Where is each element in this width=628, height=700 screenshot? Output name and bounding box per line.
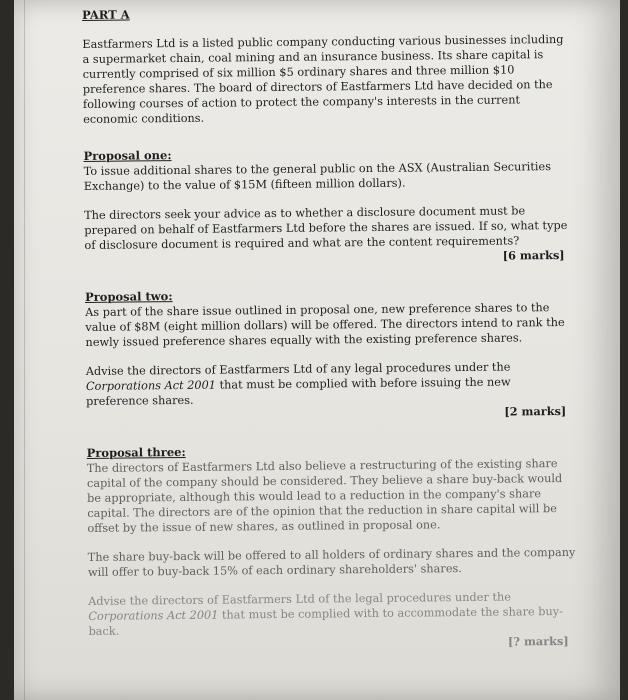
proposal-two-question: [86, 359, 576, 409]
proposal-three-question: [88, 589, 578, 639]
proposal-one-text: To issue additional shares to the general public on the ASX (Australian Securities Exchange) to the value of $15M (fifteen million dollars).: [83, 160, 552, 193]
proposal-two-text: As part of the share issue outlined in proposal one, new preference shares to the value of $8M (eight million dollars) will be offered. The directors intend to rank the newly issued preference shares equally with the existing preference shares.: [85, 301, 565, 349]
proposal-two-heading: Proposal two:: [84, 289, 173, 304]
document-page: [14, 0, 620, 700]
proposal-three-question-pre: Advise the directors of Eastfarmers Ltd of the legal procedures under the: [88, 590, 511, 608]
document-content: [82, 3, 579, 654]
proposal-three-text: The directors of Eastfarmers Ltd also believe a restructuring of the existing share capital of the company should be considered. They believe a share buy-back would be appropriate, although this would lead to a reduction in the company's share capital. The directors are of the opinion that the reduction in share capital will be offset by the issue of new shares, as outlined in proposal one.: [86, 457, 563, 535]
proposal-two-marks: [2 marks]: [504, 403, 567, 419]
margin-line: [24, 0, 25, 700]
part-title: PART A: [82, 7, 130, 22]
proposal-three-marks: [? marks]: [507, 633, 569, 649]
proposal-three-question-post: that must be complied with to accommodate the share buy-back.: [88, 604, 564, 638]
proposal-two-question-pre: Advise the directors of Eastfarmers Ltd of any legal procedures under the: [85, 360, 511, 378]
proposal-three-text2: The share buy-back will be offered to all holders of ordinary shares and the company will offer to buy-back 15% of each ordinary shareholders' shares.: [87, 545, 576, 579]
proposal-three-act: Corporations Act 2001: [88, 608, 219, 623]
proposal-one-heading: Proposal one:: [83, 148, 172, 163]
intro-paragraph: Eastfarmers Ltd is a listed public company conducting various businesses including a supermarket chain, coal mining and an insurance business. Its share capital is currently comprised of six million $5 ordinary shares and three million $10 preference shares. The board of directors of Eastfarmers Ltd have decided on the following courses of action to protect the company's interests in the current economic conditions.: [82, 32, 564, 126]
proposal-one-marks: [6 marks]: [502, 247, 565, 263]
proposal-one-question: The directors seek your advice as to whether a disclosure document must be prepared on behalf of Eastfarmers Ltd before the shares are issued. If so, what type of disclosure document is required and what are the content requirements?: [84, 204, 568, 252]
proposal-two-question-post: that must be complied with before issuing the new preference shares.: [86, 375, 511, 408]
proposal-three-heading: Proposal three:: [86, 444, 186, 460]
proposal-two-act: Corporations Act 2001: [85, 378, 217, 393]
